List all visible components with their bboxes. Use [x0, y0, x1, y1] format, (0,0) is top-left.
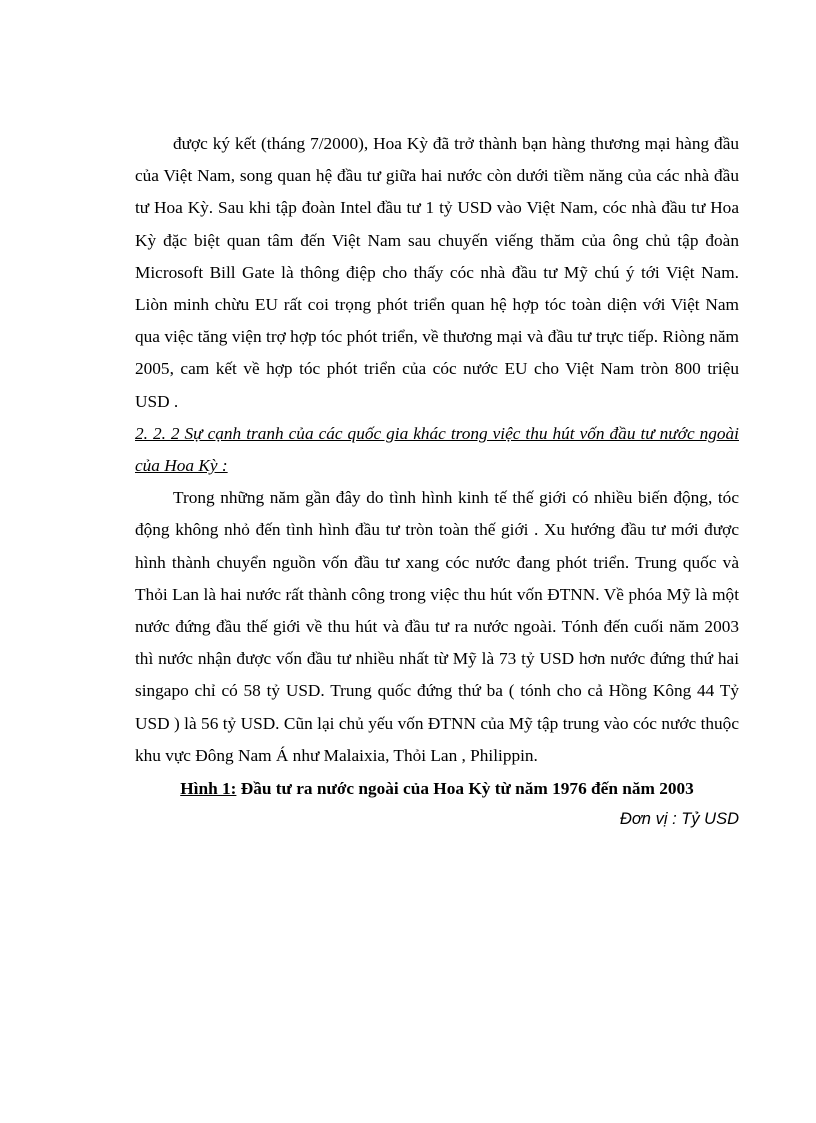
section-heading-2-2-2: 2. 2. 2 Sự cạnh tranh của các quốc gia khác trong việc thu hút vốn đầu tư nước ngoài của Hoa Kỳ :	[135, 423, 739, 476]
figure-title: Đầu tư ra nước ngoài của Hoa Kỳ từ năm 1976 đến năm 2003	[236, 779, 694, 799]
paragraph-competition: Trong những năm gần đây do tình hình kinh tế thế giới có nhiều biến động, tóc động không nhỏ đến tình hình đầu tư tròn toàn thế giới . Xu hướng đầu tư mới được hình thành chuyển nguồn vốn đầu tư xang cóc nước đang phót triển. Trung quốc và Thỏi Lan là hai nước rất thành công trong việc thu hút vốn ĐTNN. Về phóa Mỹ là một nước đứng đầu thế giới về thu hút và đầu tư ra nước ngoài. Tónh đến cuối năm 2003 thì nước nhận được vốn đầu tư nhiều nhất từ Mỹ là 73 tỷ USD hơn nước đứng thứ hai singapo chỉ có 58 tỷ USD. Trung quốc đứng thứ ba ( tónh cho cả Hồng Kông 44 Tỷ USD ) là 56 tỷ USD. Cũn lại chủ yếu vốn ĐTNN của Mỹ tập trung vào cóc nước thuộc khu vực Đông Nam Á như Malaixia, Thỏi Lan , Philippin.	[135, 488, 739, 765]
paragraph-us-vietnam-investment: được ký kết (tháng 7/2000), Hoa Kỳ đã trở thành bạn hàng thương mại hàng đầu của Việt Nam, song quan hệ đầu tư giữa hai nước còn dưới tiềm năng của các nhà đầu tư Hoa Kỳ. Sau khi tập đoàn Intel đầu tư 1 tỷ USD vào Việt Nam, cóc nhà đầu tư Hoa Kỳ đặc biệt quan tâm đến Việt Nam sau chuyến viếng thăm của ông chủ tập đoàn Microsoft Bill Gate là thông điệp cho thấy cóc nhà đầu tư Mỹ chú ý tới Việt Nam. Liòn minh chừu EU rất coi trọng phót triển quan hệ hợp tóc toàn diện với Việt Nam qua việc tăng viện trợ hợp tóc phót triển, về thương mại và đầu tư trực tiếp. Riòng năm 2005, cam kết về hợp tóc phót triển của cóc nước EU cho Việt Nam tròn 800 triệu USD .	[135, 134, 739, 411]
figure-label: Hình 1:	[180, 779, 237, 799]
figure-caption	[135, 772, 739, 806]
page-content	[135, 128, 739, 832]
figure-unit: Đơn vị : Tỷ USD	[619, 810, 739, 829]
